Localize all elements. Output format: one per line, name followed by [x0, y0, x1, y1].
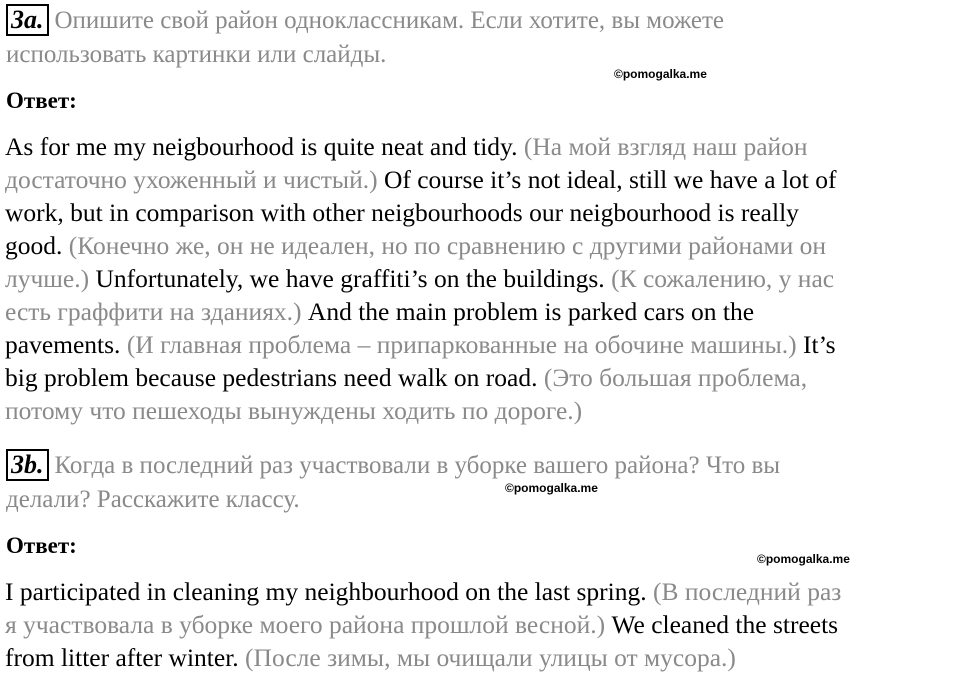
- russian-translation-text: лучше.): [5, 264, 96, 293]
- task-3b-badge: 3b.: [6, 449, 49, 481]
- russian-translation-text: (К сожалению, у нас: [611, 264, 835, 293]
- answer-line: [5, 163, 836, 196]
- russian-translation-text: (После зимы, мы очищали улицы от мусора.): [245, 643, 736, 672]
- task-3b-prompt-line-2: делали? Расскажите классу.: [6, 486, 300, 513]
- answer-line: [5, 641, 841, 674]
- english-answer-text: Of course it’s not ideal, still we have a lot of: [383, 165, 837, 194]
- answer-line: [5, 575, 841, 608]
- english-answer-text: big problem because pedestrians need walk on road.: [5, 363, 544, 392]
- answer-line: [5, 394, 836, 427]
- task-3b-answer-label: Ответ:: [6, 533, 77, 558]
- answer-line: [5, 361, 836, 394]
- task-3b-prompt-text-1: Когда в последний раз участвовали в уборке вашего района? Что вы: [54, 452, 781, 479]
- english-answer-text: And the main problem is parked cars on the: [307, 297, 755, 326]
- task-3a-prompt-text-1: Опишите свой район одноклассникам. Если хотите, вы можете: [54, 7, 725, 34]
- english-answer-text: from litter after winter.: [5, 643, 246, 672]
- russian-translation-text: достаточно ухоженный и чистый.): [5, 165, 384, 194]
- answer-line: [5, 196, 836, 229]
- russian-translation-text: (Конечно же, он не идеален, но по сравнению с другими районами он: [68, 231, 827, 260]
- answer-line: [5, 608, 841, 641]
- russian-translation-text: (Это большая проблема,: [543, 363, 808, 392]
- answer-line: [5, 130, 836, 163]
- task-3b-answer: [5, 575, 841, 674]
- english-answer-text: work, but in comparison with other neigbourhoods our neigbourhood is really: [5, 198, 799, 227]
- task-3a-answer-label: Ответ:: [6, 88, 77, 113]
- russian-translation-text: есть граффити на зданиях.): [5, 297, 308, 326]
- task-3b-prompt-line-1: [6, 449, 780, 482]
- russian-translation-text: я участвовала в уборке моего района прошлой весной.): [5, 610, 612, 639]
- watermark: ©pomogalka.me: [757, 552, 850, 566]
- watermark: ©pomogalka.me: [614, 67, 707, 81]
- english-answer-text: I participated in cleaning my neighbourhood on the last spring.: [5, 577, 653, 606]
- english-answer-text: Unfortunately, we have graffiti’s on the buildings.: [95, 264, 612, 293]
- russian-translation-text: (В последний раз: [652, 577, 842, 606]
- english-answer-text: As for me my neigbourhood is quite neat and tidy.: [5, 132, 524, 161]
- task-3a-badge: 3a.: [6, 4, 49, 36]
- english-answer-text: We cleaned the streets: [611, 610, 839, 639]
- russian-translation-text: (И главная проблема – припаркованные на обочине машины.): [126, 330, 804, 359]
- task-3a-prompt-line-2: использовать картинки или слайды.: [6, 41, 387, 68]
- russian-translation-text: потому что пешеходы вынуждены ходить по дороге.): [5, 396, 583, 425]
- task-3a-answer: [5, 130, 836, 427]
- answer-line: [5, 262, 836, 295]
- russian-translation-text: (На мой взгляд наш район: [523, 132, 808, 161]
- english-answer-text: good.: [5, 231, 69, 260]
- task-3a-prompt-line-1: [6, 4, 724, 37]
- answer-line: [5, 295, 836, 328]
- english-answer-text: It’s: [803, 330, 836, 359]
- watermark: ©pomogalka.me: [505, 481, 598, 495]
- answer-line: [5, 328, 836, 361]
- answer-line: [5, 229, 836, 262]
- english-answer-text: pavements.: [5, 330, 127, 359]
